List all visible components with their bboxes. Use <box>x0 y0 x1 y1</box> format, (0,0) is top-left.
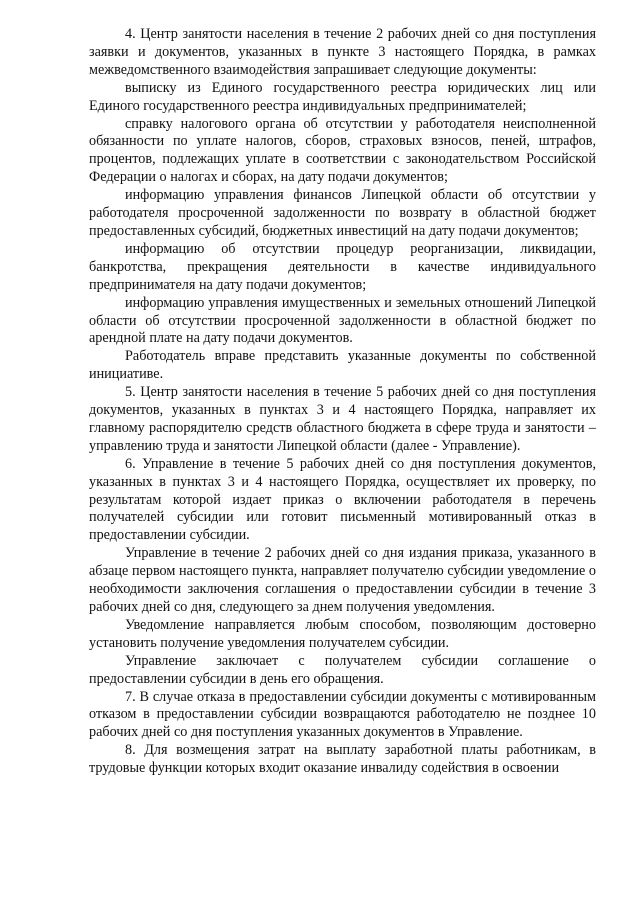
paragraph-agreement: Управление заключает с получателем субсидии соглашение о предоставлении субсидии в день его обращения. <box>89 652 596 687</box>
paragraph-list-extract: выписку из Единого государственного реестра юридических лиц или Единого государственного реестра индивидуальных предпринимателей; <box>89 79 596 114</box>
paragraph-notification-method: Уведомление направляется любым способом, позволяющим достоверно установить получение уведомления получателем субсидии. <box>89 616 596 651</box>
paragraph-employer-initiative: Работодатель вправе представить указанные документы по собственной инициативе. <box>89 348 596 383</box>
paragraph-list-property-info: информацию управления имущественных и земельных отношений Липецкой области об отсутствии просроченной задолженности в областной бюджет по арендной плате на дату подачи документов. <box>89 294 596 347</box>
paragraph-list-finance-info: информацию управления финансов Липецкой области об отсутствии у работодателя просроченной задолженности по возврату в областной бюджет предоставленных субсидий, бюджетных инвестиций на дату подачи документов; <box>89 187 596 239</box>
paragraph-item-5: 5. Центр занятости населения в течение 5 рабочих дней со дня поступления документов, указанных в пунктах 3 и 4 настоящего Порядка, направляет их главному распорядителю средств областного бюджета в сфере труда и занятости – управлению труда и занятости Липецкой области (далее - Управление). <box>89 384 596 454</box>
paragraph-item-7: 7. В случае отказа в предоставлении субсидии документы с мотивированным отказом в предоставлении субсидии возвращаются работодателю не позднее 10 рабочих дней со дня поступления указанных документов в Управление. <box>89 688 596 741</box>
document-body <box>89 26 596 778</box>
paragraph-list-tax-certificate: справку налогового органа об отсутствии у работодателя неисполненной обязанности по уплате налогов, сборов, страховых взносов, пеней, штрафов, процентов, подлежащих уплате в соответствии с законодательством Российской Федерации о налогах и сборах, на дату подачи документов; <box>89 115 596 186</box>
paragraph-notification: Управление в течение 2 рабочих дней со дня издания приказа, указанного в абзаце первом настоящего пункта, направляет получателю субсидии уведомление о необходимости заключения соглашения о предоставлении субсидии в течение 3 рабочих дней со дня, следующего за днем получения уведомления. <box>89 545 596 615</box>
paragraph-list-reorganization-info: информацию об отсутствии процедур реорганизации, ликвидации, банкротства, прекращения деятельности в качестве индивидуального предпринимателя на дату подачи документов; <box>89 240 596 293</box>
paragraph-item-8: 8. Для возмещения затрат на выплату заработной платы работникам, в трудовые функции которых входит оказание инвалиду содействия в освоении <box>89 742 596 777</box>
paragraph-item-4: 4. Центр занятости населения в течение 2 рабочих дней со дня поступления заявки и документов, указанных в пункте 3 настоящего Порядка, в рамках межведомственного взаимодействия запрашивает следующие документы: <box>89 26 596 78</box>
paragraph-item-6: 6. Управление в течение 5 рабочих дней со дня поступления документов, указанных в пунктах 3 и 4 настоящего Порядка, осуществляет их проверку, по результатам которой издает приказ о включении работодателя в перечень получателей субсидии или готовит письменный мотивированный отказ в предоставлении субсидии. <box>89 455 596 544</box>
